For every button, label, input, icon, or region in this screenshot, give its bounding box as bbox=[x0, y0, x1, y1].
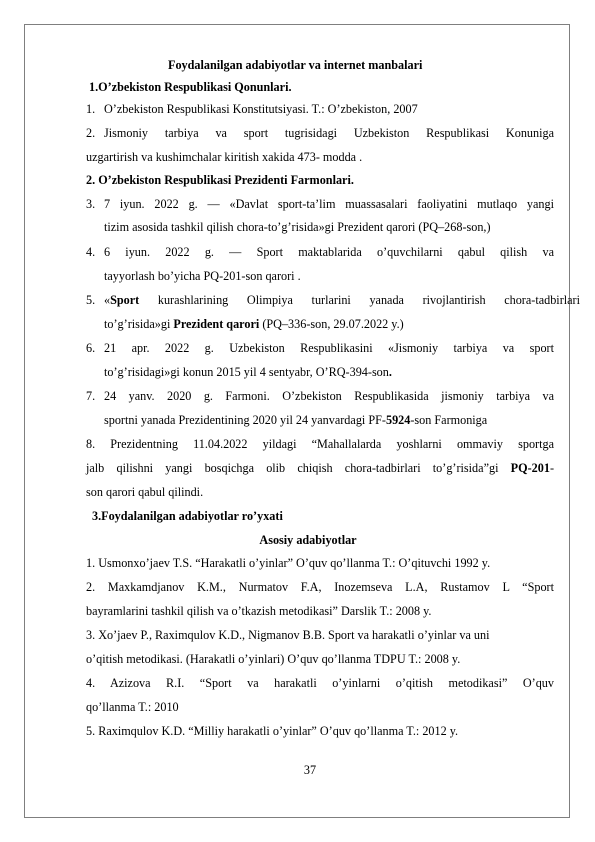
page-number: 37 bbox=[303, 763, 317, 777]
list-number: 4. bbox=[86, 245, 96, 259]
page-title: Foydalanilgan adabiyotlar va internet manbalari bbox=[168, 58, 423, 72]
list-item-text: sportni yanada Prezidentining 2020 yil 24 yanvardagi PF-5924-son Farmoniga bbox=[104, 413, 488, 427]
list-item-text: son qarori qabul qilindi. bbox=[86, 485, 204, 499]
reference-item: 5. Raximqulov K.D. “Milliy harakatli o’yinlar” O’quv qo’llanma T.: 2012 y. bbox=[86, 724, 459, 738]
list-item-text: 24 yanv. 2020 g. Farmoni. O’zbekiston Respublikasida jismoniy tarbiya va bbox=[104, 389, 554, 403]
section-heading-literature: 3.Foydalanilgan adabiyotlar ro’yxati bbox=[92, 509, 283, 523]
list-item-text: O’zbekiston Respublikasi Konstitutsiyasi. T.: O’zbekiston, 2007 bbox=[104, 102, 418, 116]
list-number: 2. bbox=[86, 126, 96, 140]
list-item-text: jalb qilishni yangi bosqichga olib chiqish chora-tadbirlari to’g’risida”gi PQ-201- bbox=[86, 461, 554, 475]
list-item-text: to’g’risida»gi Prezident qarori (PQ–336-son, 29.07.2022 y.) bbox=[104, 317, 404, 331]
list-item-text: uzgartirish va kushimchalar kiritish xakida 473- modda . bbox=[86, 150, 363, 164]
subheading-main-literature: Asosiy adabiyotlar bbox=[259, 533, 357, 547]
reference-item: bayramlarini tashkil qilish va o’tkazish metodikasi” Darslik T.: 2008 y. bbox=[86, 604, 432, 618]
reference-item: 2. Maxkamdjanov K.M., Nurmatov F.A, Inozemseva L.A, Rustamov L “Sport bbox=[86, 580, 554, 594]
section-heading-decrees: 2. O’zbekiston Respublikasi Prezidenti Farmonlari. bbox=[86, 173, 354, 187]
list-number: 6. bbox=[86, 341, 96, 355]
list-item-text: 8. Prezidentning 11.04.2022 yildagi “Mahallalarda yoshlarni ommaviy sportga bbox=[86, 437, 554, 451]
reference-item: 1. Usmonxo’jaev T.S. “Harakatli o’yinlar” O’quv qo’llanma T.: O’qituvchi 1992 y. bbox=[86, 556, 491, 570]
reference-item: o’qitish metodikasi. (Harakatli o’yinlari) O’quv qo’llanma TDPU T.: 2008 y. bbox=[86, 652, 461, 666]
list-item-text: 6 iyun. 2022 g. — Sport maktablarida o’quvchilarni qabul qilish va bbox=[104, 245, 554, 259]
list-item-text: Jismoniy tarbiya va sport tugrisidagi Uzbekiston Respublikasi Konuniga bbox=[104, 126, 554, 140]
list-item-text: tizim asosida tashkil qilish chora-to’g’risida»gi Prezident qarori (PQ–268-son,) bbox=[104, 220, 491, 234]
list-item-text: «Sport kurashlarining Olimpiya turlarini yanada rivojlantirish chora-tadbirlari bbox=[104, 293, 580, 307]
section-heading-laws: 1.O’zbekiston Respublikasi Qonunlari. bbox=[89, 80, 292, 94]
list-number: 1. bbox=[86, 102, 96, 116]
list-number: 3. bbox=[86, 197, 96, 211]
list-item-text: to’g’risidagi»gi konun 2015 yil 4 sentyabr, O’RQ-394-son. bbox=[104, 365, 392, 379]
reference-item: qo’llanma T.: 2010 bbox=[86, 700, 179, 714]
reference-item: 4. Azizova R.I. “Sport va harakatli o’yinlarni o’qitish metodikasi” O’quv bbox=[86, 676, 554, 690]
list-number: 5. bbox=[86, 293, 96, 307]
list-item-text: tayyorlash bo’yicha PQ-201-son qarori . bbox=[104, 269, 301, 283]
list-number: 7. bbox=[86, 389, 96, 403]
list-item-text: 7 iyun. 2022 g. — «Davlat sport-ta’lim muassasalari faoliyatini mutlaqo yangi bbox=[104, 197, 554, 211]
list-item-text: 21 apr. 2022 g. Uzbekiston Respublikasini «Jismoniy tarbiya va sport bbox=[104, 341, 554, 355]
reference-item: 3. Xo’jaev P., Raximqulov K.D., Nigmanov B.B. Sport va harakatli o’yinlar va uni bbox=[86, 628, 490, 642]
